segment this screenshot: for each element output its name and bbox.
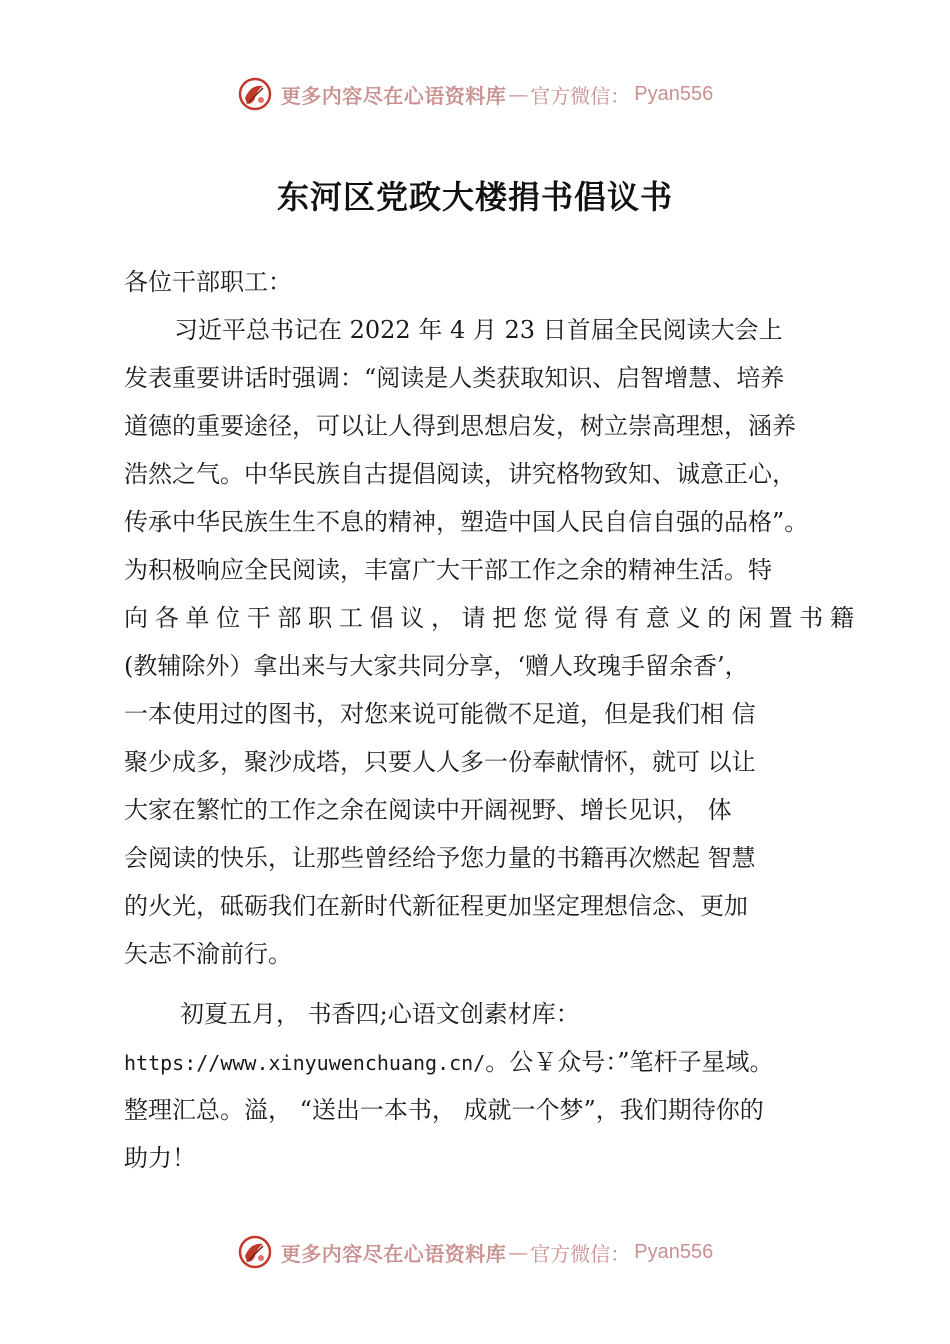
banner-slogan: 更多内容尽在心语资料库 bbox=[280, 83, 507, 108]
paragraph-line: 浩然之气。中华民族自古提倡阅读，讲究格物致知、诚意正心， bbox=[124, 460, 796, 488]
banner-wechat-label: 官方微信： bbox=[530, 83, 631, 108]
closing-line: 初夏五月， 书香四;心语文创素材库： bbox=[180, 1000, 580, 1028]
paragraph-line: 一本使用过的图书，对您来说可能微不足道，但是我们相 信 bbox=[124, 700, 756, 728]
document-title: 东河区党政大楼捐书倡议书 bbox=[276, 178, 673, 216]
paragraph-line: 大家在繁忙的工作之余在阅读中开阔视野、增长见识， 体 bbox=[124, 796, 732, 824]
paragraph-line: 发表重要讲话时强调：“阅读是人类获取知识、启智增慧、培养 bbox=[124, 364, 785, 392]
salutation: 各位干部职工： bbox=[124, 268, 292, 296]
header-watermark-banner bbox=[0, 72, 950, 116]
paragraph-line: 习近平总书记在 2022 年 4 月 23 日首届全民阅读大会上 bbox=[174, 316, 783, 344]
paragraph-line: 矢志不渝前行。 bbox=[124, 940, 292, 968]
paragraph-line: 道德的重要途径，可以让人得到思想启发，树立崇高理想，涵养 bbox=[124, 412, 796, 440]
document-body bbox=[124, 258, 854, 1182]
banner-wechat-id: Pyan556 bbox=[634, 82, 714, 105]
paragraph-line: 向各单位干部职工倡议，请把您觉得有意义的闲置书籍 bbox=[124, 604, 854, 632]
banner-wechat-id: Pyan556 bbox=[634, 1240, 714, 1263]
banner-wechat-label: 官方微信： bbox=[530, 1241, 631, 1266]
footer-watermark-banner bbox=[0, 1230, 950, 1274]
paragraph-line: 为积极响应全民阅读，丰富广大干部工作之余的精神生活。特 bbox=[124, 556, 772, 584]
closing-line: 助力！ bbox=[124, 1144, 196, 1172]
paragraph-line: (教辅除外）拿出来与大家共同分享，‘赠人玫瑰手留余香’， bbox=[124, 652, 749, 680]
closing-url-line bbox=[124, 1038, 854, 1086]
paragraph-line: 的火光，砥砺我们在新时代新征程更加坚定理想信念、更加 bbox=[124, 892, 748, 920]
banner-slogan: 更多内容尽在心语资料库 bbox=[280, 1241, 507, 1266]
brand-logo-icon bbox=[237, 1234, 273, 1270]
banner-separator: — bbox=[508, 1240, 529, 1264]
closing-line: 整理汇总。溢， “送出一本书， 成就一个梦”，我们期待你的 bbox=[124, 1096, 764, 1124]
banner-separator: — bbox=[508, 82, 529, 106]
closing-url-rest: 。公￥众号：”笔杆子星域。 bbox=[485, 1048, 774, 1076]
resource-url: https://www.xinyuwenchuang.cn/ bbox=[124, 1051, 486, 1075]
paragraph-line: 传承中华民族生生不息的精神，塑造中国人民自信自强的品格”。 bbox=[124, 508, 809, 536]
paragraph-line: 聚少成多，聚沙成塔，只要人人多一份奉献情怀，就可 以让 bbox=[124, 748, 756, 776]
brand-logo-icon bbox=[237, 76, 273, 112]
paragraph-line: 会阅读的快乐，让那些曾经给予您力量的书籍再次燃起 智慧 bbox=[124, 844, 756, 872]
